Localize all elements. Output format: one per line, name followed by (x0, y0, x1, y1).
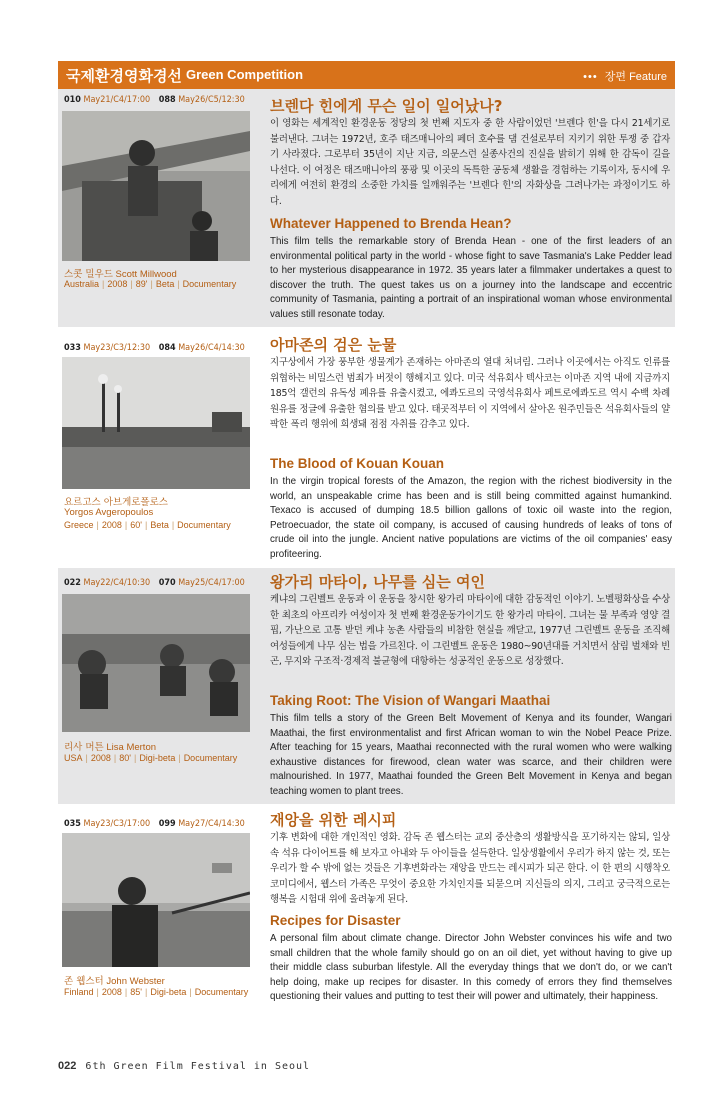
category-label (583, 68, 667, 84)
director-name (64, 494, 168, 508)
credit-runtime: 80' (119, 753, 131, 763)
film-title-korean: 아마존의 검은 눈물 (270, 336, 397, 354)
credit-year: 2008 (107, 279, 128, 289)
synopsis-english: A personal film about climate change. Director John Webster convinces his wife and two small children that the whole family should go on an oil diet, yet without having to give up their middle class suburban lifestyle. All the everyday things that we don't do, or we can't help doing, make up recipes for disaster. In this comedy of errors they find themselves questioning their values and putting to test their will power and ultimately, their happiness. (270, 933, 672, 1003)
credit-genre: Documentary (182, 279, 237, 289)
screening-schedule: May26/C5/12:30 (178, 95, 245, 105)
credit-genre: Documentary (194, 987, 249, 997)
film-still-photo (62, 357, 250, 489)
credit-format: Digi-beta (150, 987, 187, 997)
synopsis-korean: 기후 변화에 대한 개인적인 영화. 감독 존 웹스터는 교외 중산층의 생활방식을 포기하지는 않되, 일상 속 석유 다이어트를 해 보자고 아내와 두 아이들을 설득한다. 일상생활에서 우리가 하지 않는 것, 또는 우리가 할 수 밖에 없는 것들은 기후변화라는 재앙을 만드는 레시피가 되곤 한다. 이 한 편의 시행착오 코미디에서, 웹스터 가족은 무엇이 중요한 가치인지를 되묻으며 지신들의 의지, 그리고 궁극적으로는 행복을 시험대 위에 올려놓게 된다. (270, 832, 670, 906)
screening-schedule: May25/C4/17:00 (178, 578, 245, 588)
film-credits: USA | 2008 | 80' | Digi-beta | Documentary (64, 753, 238, 763)
credit-genre: Documentary (183, 753, 238, 763)
film-title-english: Taking Root: The Vision of Wangari Maathai (270, 693, 551, 708)
synopsis-english: In the virgin tropical forests of the Amazon, the region with the richest biodiversity in the world, an unspeakable crime has been and is still being committed against humankind. Texaco is accused of dumping 18.5 billion gallons of toxic oil waste into the region, Petroecuador, the state oil company, is accused of causing hundreds of leaks of tons of crude oil into the jungle. Ancient native populations are victims of the oil companies' easy profiteering. (270, 476, 672, 560)
screening-schedule: May21/C4/17:00 (83, 95, 151, 105)
screening-code: 099 (158, 819, 176, 829)
screening-code: 010 (64, 95, 81, 105)
film-credits: Finland | 2008 | 85' | Digi-beta | Documentary (64, 987, 249, 997)
director-korean: 요르고스 아브게로폴로스 (64, 497, 168, 508)
director-english: Lisa Merton (106, 742, 157, 753)
aviator-photo-image (62, 111, 250, 261)
director-name (64, 973, 165, 987)
screening-times (64, 343, 251, 353)
director-korean: 리사 머튼 (64, 742, 104, 753)
director-name-english (64, 507, 153, 518)
screening-times (64, 95, 251, 105)
synopsis-english: This film tells a story of the Green Belt Movement of Kenya and its founder, Wangari Maathai, the first environmentalist and first African woman to win the Nobel Peace Prize. After teaching for 15 years, Maathai reconnected with the rural women who were walking exhaustive distances for firewood, clean water was scarce, and their children were malnourished. In 1977, Maathai founded the Green Belt Movement in Kenya and began teaching women to plant trees. (270, 713, 672, 797)
film-title-korean: 브렌다 힌에게 무슨 일이 일어났나? (270, 97, 503, 115)
tree-planting-photo-image (62, 594, 250, 732)
screening-schedule: May26/C4/14:30 (178, 343, 245, 353)
credit-country: Greece (64, 520, 94, 530)
category-marker: ••• (583, 71, 598, 83)
film-title-english: Recipes for Disaster (270, 913, 401, 928)
director-english: John Webster (106, 976, 165, 987)
film-title-korean: 왕가리 마타이, 나무를 심는 여인 (270, 573, 485, 591)
screening-schedule: May23/C3/17:00 (83, 819, 151, 829)
credit-format: Digi-beta (139, 753, 176, 763)
film-title-english: The Blood of Kouan Kouan (270, 456, 444, 471)
film-credits: Australia | 2008 | 89' | Beta | Documentary (64, 279, 237, 289)
screening-schedule: May27/C4/14:30 (178, 819, 245, 829)
credit-country: Australia (64, 279, 100, 289)
director-name (64, 266, 177, 280)
screening-code: 033 (64, 343, 81, 353)
section-title-english: Green Competition (186, 67, 304, 82)
credit-year: 2008 (101, 987, 122, 997)
credit-genre: Documentary (177, 520, 231, 530)
screening-times (64, 819, 251, 829)
credit-country: Finland (64, 987, 94, 997)
director-korean: 존 웹스터 (64, 976, 104, 987)
festival-name: 6th Green Film Festival in Seoul (85, 1061, 311, 1072)
screening-code: 070 (158, 578, 176, 588)
screening-code: 022 (64, 578, 81, 588)
section-header (58, 61, 675, 89)
gas-flare-photo-image (62, 357, 250, 489)
credit-runtime: 85' (130, 987, 142, 997)
film-entry-taking-root (58, 568, 675, 804)
screening-times (64, 578, 251, 588)
section-title-korean: 국제환경영화경선 (66, 67, 182, 85)
credit-runtime: 89' (135, 279, 148, 289)
director-english: Scott Millwood (115, 269, 177, 280)
film-still-photo (62, 594, 250, 732)
synopsis-english: This film tells the remarkable story of Brenda Hean - one of the first leaders of an environmental political party in the world - whose fight to save Tasmania's Lake Pedder lead to her mysterious disappearance in 1972. 35 years later a filmmaker undertakes a quest to discover the truth. The quest takes us on a journey into the landscape and eccentric community of Tasmania, painting a portrait of an inspirational woman whose environmental values still resonate today. (270, 236, 672, 320)
film-entry-brenda-hean (58, 89, 675, 327)
screening-code: 035 (64, 819, 81, 829)
film-still-photo (62, 111, 250, 261)
film-credits: Greece | 2008 | 60' | Beta | Documentary (64, 520, 231, 530)
screening-code: 084 (158, 343, 176, 353)
film-still-photo (62, 833, 250, 967)
credit-runtime: 60' (130, 520, 142, 530)
page-footer (58, 1060, 310, 1072)
category-korean: 장편 (604, 70, 627, 83)
screening-code: 088 (158, 95, 176, 105)
credit-year: 2008 (90, 753, 111, 763)
director-name (64, 739, 156, 753)
page-number: 022 (58, 1060, 77, 1072)
boat-photo-image (62, 833, 250, 967)
film-entry-recipes-for-disaster (58, 807, 675, 1027)
credit-year: 2008 (101, 520, 122, 530)
category-english: Feature (629, 71, 667, 83)
film-title-english: Whatever Happened to Brenda Hean? (270, 216, 512, 231)
director-korean: 스콧 밀우드 (64, 269, 113, 280)
film-entry-kouan-kouan (58, 331, 675, 565)
synopsis-korean: 지구상에서 가장 풍부한 생물계가 존재하는 아마존의 열대 처녀림. 그러나 이곳에서는 아직도 인류를 위협하는 비밀스런 범죄가 버젓이 행해지고 있다. 미국 석유회사 텍사코는 이마존 지역 내에 지금까지 185억 갤런의 유독성 폐유를 유출시켰고, 에콰도르의 국영석유회사 페트로에콰도르 역시 수백 차례 원유를 정글에 유출한 혐의를 받고 있다. 태곳적부터 이 지역에서 살아온 원주민들은 석유회사들의 얄팍한 폭리 행위에 희생돼 점점 자취를 감추고 있다. (270, 357, 670, 431)
film-title-korean: 재앙을 위한 레시피 (270, 811, 397, 829)
credit-format: Beta (150, 520, 169, 530)
synopsis-korean: 케냐의 그린벨트 운동과 이 운동을 창시한 왕가리 마타이에 대한 감동적인 이야기. 노벨평화상을 수상한 최초의 아프리카 여성이자 첫 번째 환경운동가이기도 한 왕가리 마타이. 그녀는 물 부족과 영양 결핍, 가난으로 고통 받던 케냐 농촌 사람들의 비참한 현실을 깨닫고, 1977년 그린벨트 운동을 조직해 여성들에게 나무 심는 법을 가르친다. 이 그린벨트 운동은 1980~90년대를 거치면서 삼림 벌채와 빈곤, 무지와 구조적·경제적 불균형에 대항하는 성공적인 운동으로 성장했다. (270, 594, 670, 668)
director-english: Yorgos Avgeropoulos (64, 507, 154, 518)
credit-format: Beta (155, 279, 175, 289)
screening-schedule: May22/C4/10:30 (83, 578, 151, 588)
synopsis-korean: 이 영화는 세계적인 환경운동 정당의 첫 번째 지도자 중 한 사람이었던 '브렌다 힌'을 다시 21세기로 불러낸다. 그녀는 1972년, 호주 태즈매니아의 페더 호수를 댐 건설로부터 지키기 위한 투쟁 중 갑자기 사라졌다. 그로부터 35년이 지난 지금, 의문스런 실종사건의 진실을 밝히기 위해 한 감독이 길을 나선다. 이 여정은 태즈매니아의 풍광 및 이곳의 독특한 공동체 생활을 경험하는 기록이자, 동시에 우리에게 여전히 환경의 소중한 가치를 일깨워주는 '브렌다 힌'의 자화상을 그려나가는 과정이기도 하다. (270, 118, 670, 207)
credit-country: USA (64, 753, 83, 763)
screening-schedule: May23/C3/12:30 (83, 343, 151, 353)
